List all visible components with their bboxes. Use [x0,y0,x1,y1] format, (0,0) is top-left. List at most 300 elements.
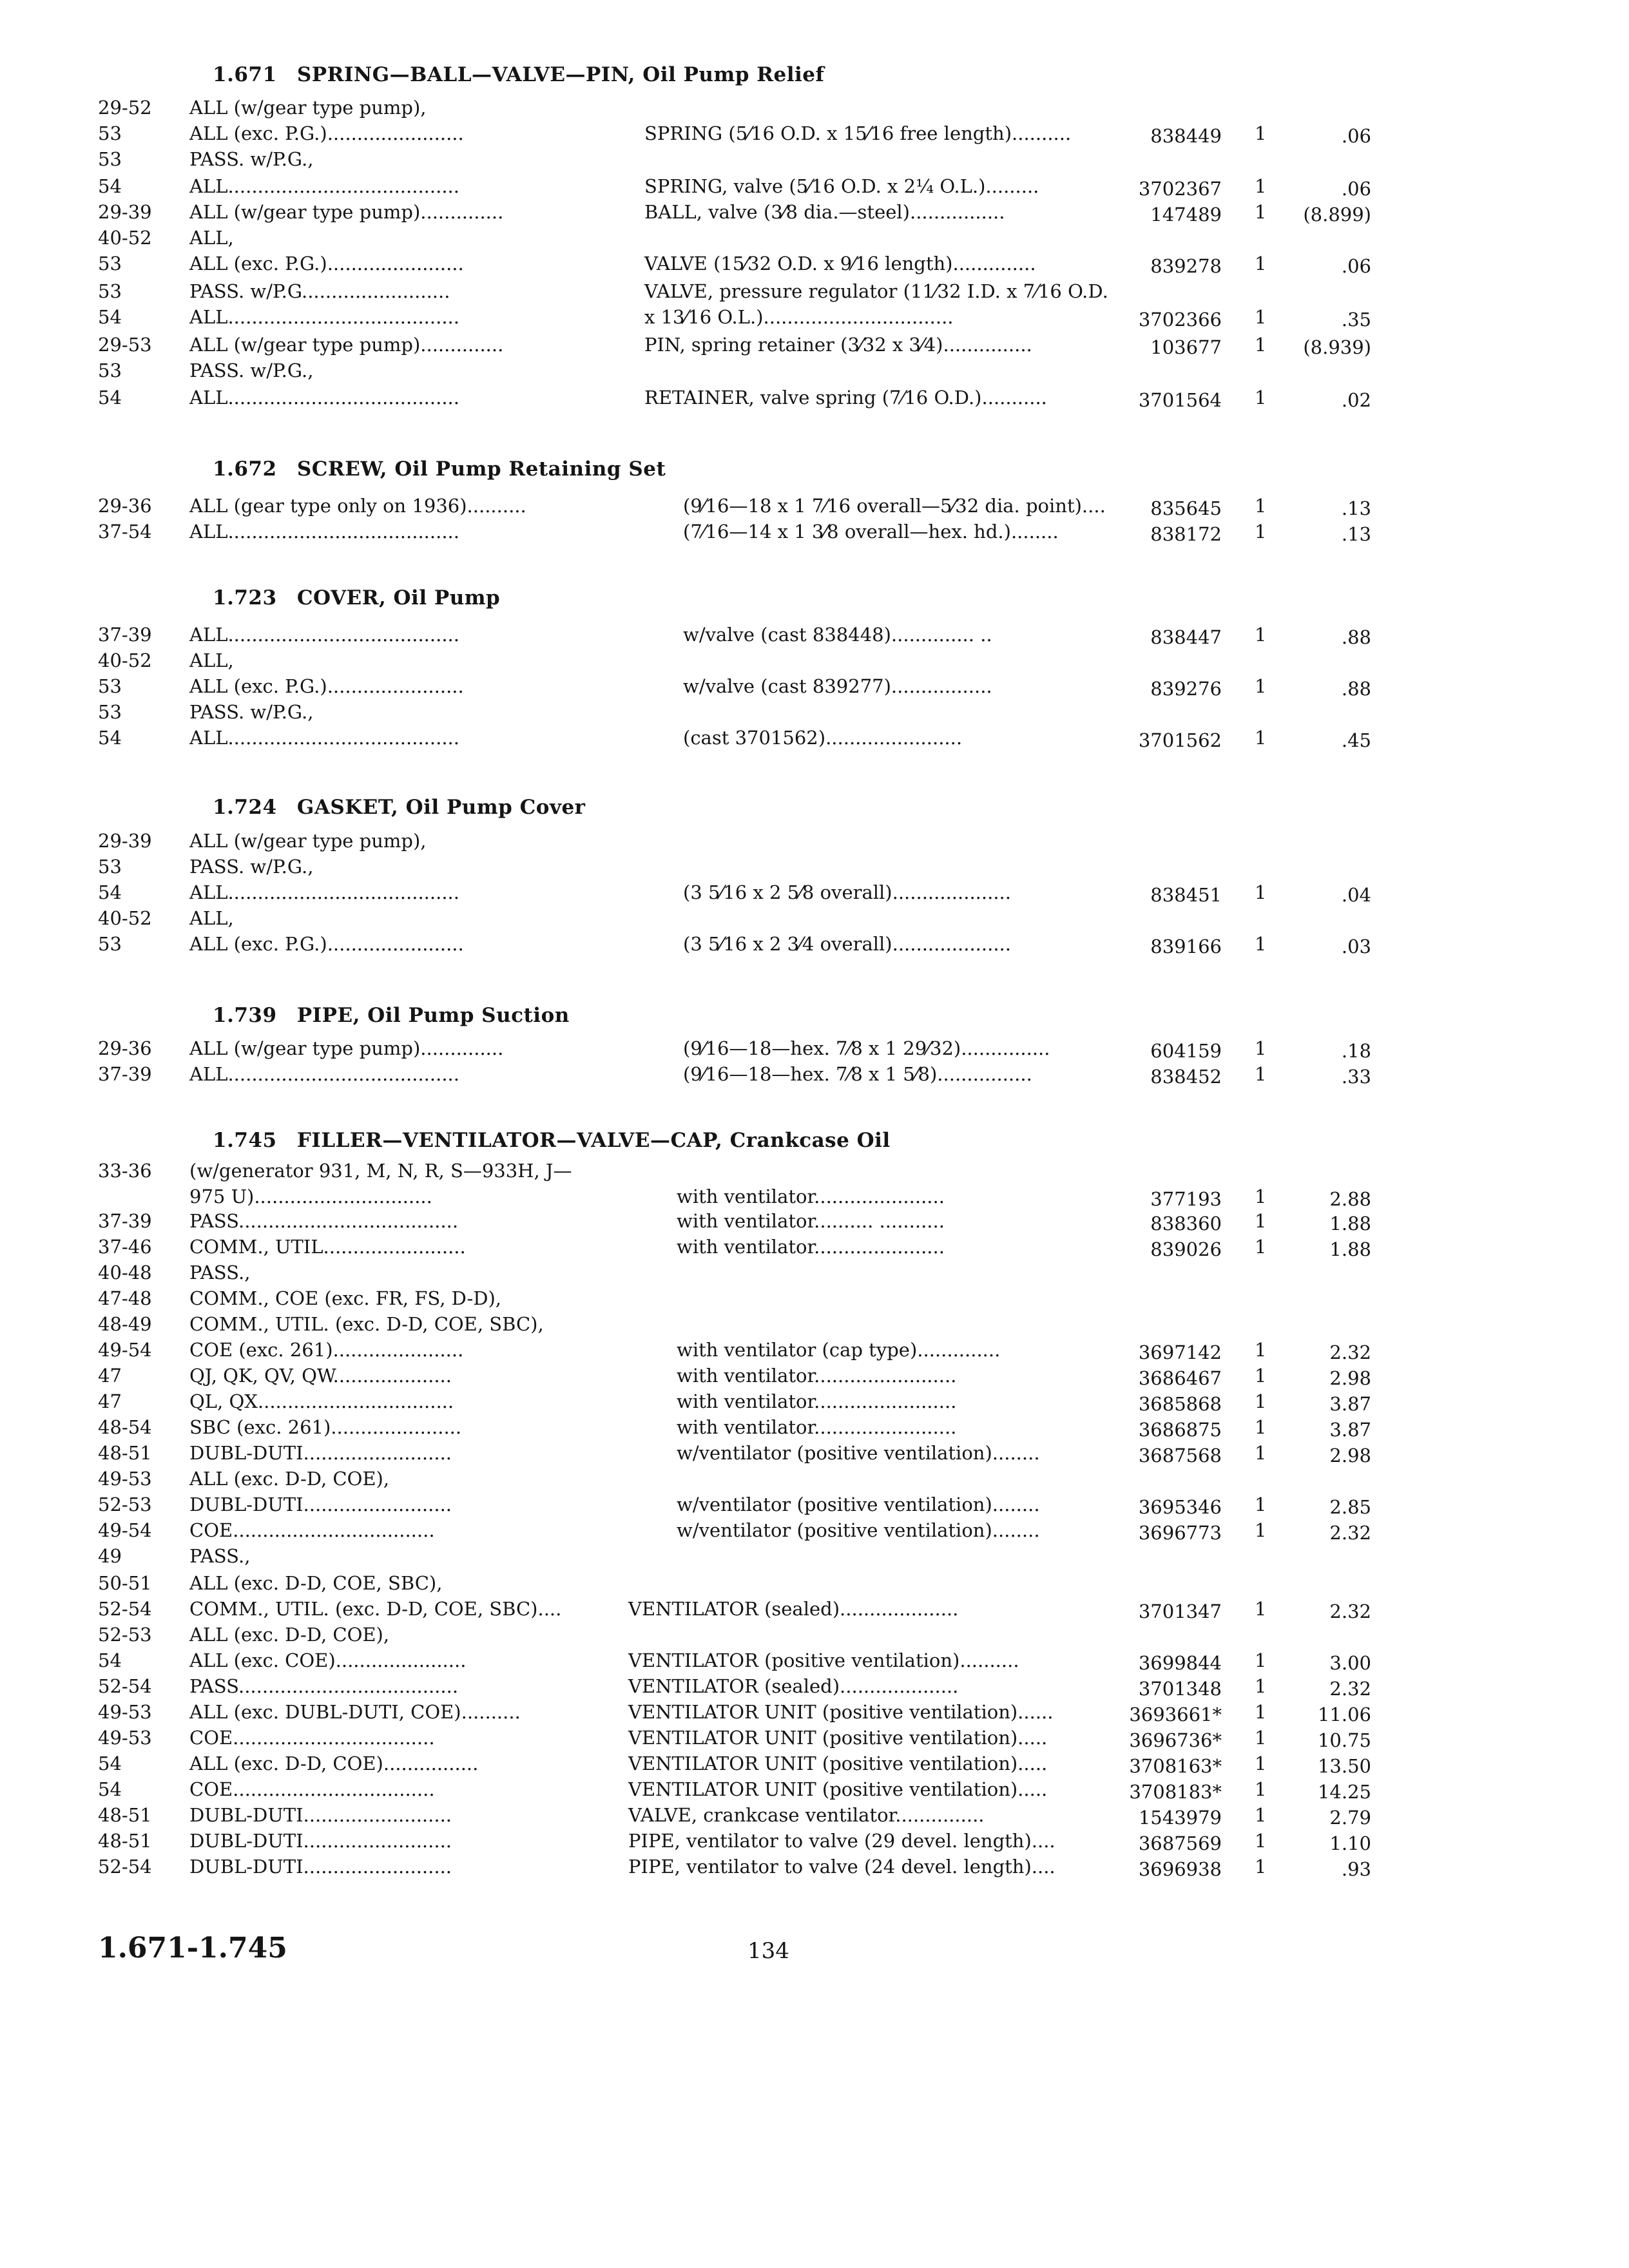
catalog-row [0,148,1629,174]
model-year: 37-39 [98,1210,152,1232]
part-number: 838447 [1150,626,1222,648]
part-number: 3701348 [1138,1678,1222,1700]
part-number: 3685868 [1138,1393,1222,1415]
model-year: 40-48 [98,1262,152,1283]
part-description: (7⁄16—14 x 1 3⁄8 overall—hex. hd.)........ [683,521,1059,543]
section-header-1-671 [213,63,824,86]
catalog-row [0,1675,1629,1701]
application: PASS., [189,1262,251,1283]
part-number: 3696773 [1138,1522,1222,1544]
part-number: 838452 [1150,1066,1222,1088]
list-price: 11.06 [1317,1704,1371,1725]
application: COMM., UTIL........................ [189,1236,466,1258]
part-number: 838172 [1150,523,1222,545]
catalog-row [0,253,1629,278]
section-title: SPRING—BALL—VALVE—PIN, [296,63,635,86]
model-year: 29-39 [98,830,152,852]
list-price: .06 [1341,178,1371,200]
catalog-row [0,856,1629,881]
catalog-row [0,227,1629,253]
application: ALL (gear type only on 1936).......... [189,495,526,517]
part-number: 835645 [1150,497,1222,519]
list-price: (8.899) [1303,204,1371,226]
application: ALL....................................... [189,624,459,646]
part-number: 3702367 [1138,178,1222,200]
model-year: 53 [98,933,122,955]
part-description: (3 5⁄16 x 2 5⁄8 overall).................... [683,881,1011,903]
model-year: 49-53 [98,1701,152,1723]
model-year: 40-52 [98,907,152,929]
section-subtitle: Oil Pump [393,586,501,610]
section-number: 1.739 [213,1004,277,1027]
part-description: VENTILATOR UNIT (positive ventilation)..... [628,1753,1048,1774]
list-price: 2.32 [1329,1678,1371,1700]
part-description: VALVE, pressure regulator (11⁄32 I.D. x 7⁄16 O.D. [644,280,1108,302]
catalog-row [0,97,1629,122]
quantity: 1 [1255,1753,1267,1774]
quantity: 1 [1255,1649,1267,1671]
part-description: with ventilator...................... [677,1186,945,1207]
list-price: 3.87 [1329,1419,1371,1441]
section-header-1-672 [213,457,666,481]
model-year: 53 [98,675,122,697]
application: ALL (exc. P.G.)....................... [189,933,464,955]
catalog-row [0,1287,1629,1313]
model-year: 40-52 [98,227,152,249]
list-price: .03 [1341,936,1371,957]
list-price: 10.75 [1317,1729,1371,1751]
part-number: 3696938 [1138,1858,1222,1880]
part-number: 838451 [1150,884,1222,906]
section-subtitle: Oil Pump Retaining Set [394,457,666,481]
list-price: 3.00 [1329,1652,1371,1674]
catalog-row [0,280,1629,306]
part-description: with ventilator........................ [677,1416,957,1438]
part-number: 3699844 [1138,1652,1222,1674]
model-year: 48-51 [98,1442,152,1464]
catalog-row [0,175,1629,201]
model-year: 49-54 [98,1519,152,1541]
model-year: 29-36 [98,1037,152,1059]
application: COMM., COE (exc. FR, FS, D-D), [189,1287,502,1309]
model-year: 54 [98,1778,122,1800]
application: DUBL-DUTI......................... [189,1442,452,1464]
quantity: 1 [1255,1804,1267,1826]
part-number: 3696736* [1129,1729,1222,1751]
quantity: 1 [1255,387,1267,408]
model-year: 53 [98,856,122,878]
model-year: 54 [98,1649,122,1671]
section-subtitle: Oil Pump Cover [405,796,586,819]
model-year: 52-53 [98,1494,152,1515]
catalog-row [0,1598,1629,1624]
application: (w/generator 931, M, N, R, S—933H, J— [189,1160,572,1182]
list-price: .06 [1341,125,1371,147]
list-price: 2.88 [1329,1188,1371,1210]
application: ALL (w/gear type pump), [189,830,427,852]
list-price: 2.98 [1329,1367,1371,1389]
part-number: 3701564 [1138,389,1222,411]
application: ALL, [189,907,234,929]
part-number: 3687569 [1138,1832,1222,1854]
part-description: (9⁄16—18 x 1 7⁄16 overall—5⁄32 dia. point).... [683,495,1106,517]
part-description: VENTILATOR (positive ventilation).......... [628,1649,1019,1671]
section-title: COVER, [296,586,387,610]
list-price: .33 [1341,1066,1371,1088]
catalog-row [0,1160,1629,1186]
catalog-row [0,1624,1629,1649]
catalog-row [0,727,1629,753]
quantity: 1 [1255,1063,1267,1085]
catalog-row [0,1830,1629,1856]
application: COE.................................. [189,1519,435,1541]
part-number: 604159 [1150,1040,1222,1062]
part-description: w/valve (cast 838448).............. .. [683,624,992,646]
section-subtitle: Oil Pump Suction [367,1004,570,1027]
quantity: 1 [1255,1598,1267,1620]
application: ALL (w/gear type pump).............. [189,1037,504,1059]
application: QJ, QK, QV, QW.................... [189,1365,452,1387]
catalog-row [0,1494,1629,1519]
list-price: .02 [1341,389,1371,411]
catalog-row [0,201,1629,227]
catalog-row [0,1339,1629,1365]
application: ALL....................................... [189,1063,459,1085]
page-number: 134 [747,1938,789,1964]
part-number: 838449 [1150,125,1222,147]
catalog-row [0,306,1629,332]
list-price: .35 [1341,309,1371,331]
list-price: .06 [1341,255,1371,277]
model-year: 37-39 [98,1063,152,1085]
model-year: 53 [98,122,122,144]
list-price: .88 [1341,678,1371,700]
application: COE.................................. [189,1778,435,1800]
catalog-row [0,1572,1629,1598]
list-price: 1.88 [1329,1213,1371,1235]
part-description: with ventilator (cap type).............. [677,1339,1001,1361]
catalog-row [0,1649,1629,1675]
application: ALL (w/gear type pump).............. [189,334,504,356]
catalog-row [0,1390,1629,1416]
application: PASS. w/P.G., [189,856,314,878]
catalog-row [0,334,1629,360]
list-price: 2.32 [1329,1600,1371,1622]
group-range: 1.671-1.745 [98,1932,287,1965]
part-number: 3708163* [1129,1755,1222,1777]
part-number: 839026 [1150,1238,1222,1260]
application: ALL, [189,649,234,671]
model-year: 49-53 [98,1468,152,1490]
model-year: 54 [98,881,122,903]
section-title: FILLER—VENTILATOR—VALVE—CAP, [296,1129,723,1152]
application: COE.................................. [189,1727,435,1749]
catalog-row [0,624,1629,649]
application: ALL (exc. P.G.)....................... [189,253,464,274]
quantity: 1 [1255,122,1267,144]
part-description: (9⁄16—18—hex. 7⁄8 x 1 29⁄32)............... [683,1037,1050,1059]
section-subtitle: Oil Pump Relief [642,63,825,86]
part-description: VENTILATOR UNIT (positive ventilation)..... [628,1778,1048,1800]
model-year: 54 [98,727,122,749]
catalog-row [0,521,1629,546]
part-number: 3693661* [1129,1704,1222,1725]
quantity: 1 [1255,1856,1267,1878]
quantity: 1 [1255,1830,1267,1852]
list-price: 2.79 [1329,1807,1371,1829]
application: COMM., UTIL. (exc. D-D, COE, SBC).... [189,1598,562,1620]
application: ALL (exc. P.G.)....................... [189,675,464,697]
model-year: 53 [98,148,122,170]
application: SBC (exc. 261)...................... [189,1416,462,1438]
catalog-row [0,1313,1629,1339]
part-number: 838360 [1150,1213,1222,1235]
quantity: 1 [1255,1778,1267,1800]
model-year: 37-39 [98,624,152,646]
quantity: 1 [1255,306,1267,328]
model-year: 29-39 [98,201,152,223]
section-number: 1.672 [213,457,277,481]
catalog-row [0,830,1629,856]
application: ALL (exc. D-D, COE)................ [189,1753,479,1774]
catalog-row [0,1365,1629,1390]
application: ALL (w/gear type pump).............. [189,201,504,223]
model-year: 52-54 [98,1598,152,1620]
part-number: 3686467 [1138,1367,1222,1389]
quantity: 1 [1255,1442,1267,1464]
application: DUBL-DUTI......................... [189,1830,452,1852]
part-number: 103677 [1150,336,1222,358]
model-year: 37-46 [98,1236,152,1258]
part-number: 3702366 [1138,309,1222,331]
list-price: .93 [1341,1858,1371,1880]
quantity: 1 [1255,175,1267,197]
quantity: 1 [1255,1416,1267,1438]
part-number: 839166 [1150,936,1222,957]
quantity: 1 [1255,495,1267,517]
model-year: 49 [98,1545,122,1567]
catalog-row [0,675,1629,701]
catalog-row [0,1442,1629,1468]
part-description: x 13⁄16 O.L.)................................ [644,306,954,328]
quantity: 1 [1255,624,1267,646]
quantity: 1 [1255,521,1267,543]
model-year: 53 [98,280,122,302]
application: DUBL-DUTI......................... [189,1494,452,1515]
catalog-row [0,1186,1629,1211]
application: COE (exc. 261)...................... [189,1339,464,1361]
catalog-row [0,907,1629,933]
quantity: 1 [1255,1727,1267,1749]
part-description: VENTILATOR UNIT (positive ventilation)...... [628,1701,1054,1723]
model-year: 40-52 [98,649,152,671]
catalog-row [0,1753,1629,1778]
part-description: RETAINER, valve spring (7⁄16 O.D.)........... [644,387,1047,408]
list-price: 13.50 [1317,1755,1371,1777]
part-description: (cast 3701562)....................... [683,727,963,749]
application: ALL (exc. DUBL-DUTI, COE).......... [189,1701,521,1723]
catalog-row [0,701,1629,727]
model-year: 53 [98,701,122,723]
list-price: 14.25 [1317,1781,1371,1803]
section-header-1-724 [213,796,586,819]
quantity: 1 [1255,727,1267,749]
quantity: 1 [1255,1675,1267,1697]
application: ALL (exc. D-D, COE, SBC), [189,1572,443,1594]
part-number: 3708183* [1129,1781,1222,1803]
model-year: 29-53 [98,334,152,356]
application: ALL (w/gear type pump), [189,97,427,119]
catalog-row [0,1210,1629,1236]
model-year: 54 [98,306,122,328]
application: QL, QX................................. [189,1390,454,1412]
quantity: 1 [1255,1186,1267,1207]
application: ALL, [189,227,234,249]
model-year: 54 [98,387,122,408]
part-number: 3695346 [1138,1496,1222,1518]
catalog-row [0,1701,1629,1727]
part-number: 839278 [1150,255,1222,277]
part-number: 147489 [1150,204,1222,226]
quantity: 1 [1255,201,1267,223]
section-subtitle: Crankcase Oil [729,1129,891,1152]
catalog-row [0,387,1629,412]
quantity: 1 [1255,881,1267,903]
catalog-row [0,881,1629,907]
part-description: w/valve (cast 839277)................. [683,675,992,697]
application: ALL (exc. D-D, COE), [189,1624,390,1646]
application: DUBL-DUTI......................... [189,1856,452,1878]
part-description: w/ventilator (positive ventilation)........ [677,1494,1040,1515]
model-year: 33-36 [98,1160,152,1182]
model-year: 48-51 [98,1804,152,1826]
list-price: .45 [1341,729,1371,751]
section-title: PIPE, [296,1004,360,1027]
quantity: 1 [1255,1037,1267,1059]
catalog-row [0,1236,1629,1262]
part-description: PIN, spring retainer (3⁄32 x 3⁄4)............... [644,334,1032,356]
list-price: .13 [1341,523,1371,545]
part-number: 3697142 [1138,1341,1222,1363]
model-year: 48-51 [98,1830,152,1852]
catalog-row [0,1468,1629,1494]
model-year: 48-54 [98,1416,152,1438]
part-description: with ventilator........................ [677,1390,957,1412]
quantity: 1 [1255,1390,1267,1412]
section-number: 1.671 [213,63,277,86]
application: ALL....................................... [189,881,459,903]
application: DUBL-DUTI......................... [189,1804,452,1826]
catalog-row [0,1727,1629,1753]
catalog-row [0,933,1629,959]
application: ALL....................................... [189,727,459,749]
section-number: 1.723 [213,586,277,610]
application: PASS. w/P.G......................... [189,280,450,302]
part-description: VALVE (15⁄32 O.D. x 9⁄16 length).............. [644,253,1036,274]
application: ALL (exc. D-D, COE), [189,1468,390,1490]
catalog-row [0,1778,1629,1804]
list-price: (8.939) [1303,336,1371,358]
application: ALL....................................... [189,306,459,328]
part-description: with ventilator........................ [677,1365,957,1387]
catalog-row [0,495,1629,521]
application: 975 U).............................. [189,1186,432,1207]
quantity: 1 [1255,253,1267,274]
catalog-row [0,1063,1629,1089]
application: ALL (exc. COE)...................... [189,1649,467,1671]
part-number: 1543979 [1138,1807,1222,1829]
application: PASS. w/P.G., [189,701,314,723]
quantity: 1 [1255,1339,1267,1361]
part-description: (3 5⁄16 x 2 3⁄4 overall).................... [683,933,1011,955]
part-number: 3687568 [1138,1445,1222,1466]
part-description: w/ventilator (positive ventilation)........ [677,1519,1040,1541]
application: ALL (exc. P.G.)....................... [189,122,464,144]
part-description: VENTILATOR (sealed).................... [628,1598,959,1620]
list-price: 2.98 [1329,1445,1371,1466]
section-header-1-739 [213,1004,570,1027]
model-year: 47 [98,1390,122,1412]
list-price: .88 [1341,626,1371,648]
catalog-row [0,1262,1629,1287]
section-title: SCREW, [296,457,388,481]
model-year: 48-49 [98,1313,152,1335]
model-year: 52-54 [98,1856,152,1878]
quantity: 1 [1255,334,1267,356]
model-year: 53 [98,360,122,381]
part-description: BALL, valve (3⁄8 dia.—steel)................ [644,201,1005,223]
catalog-row [0,1804,1629,1830]
catalog-row [0,360,1629,385]
model-year: 52-53 [98,1624,152,1646]
quantity: 1 [1255,1494,1267,1515]
list-price: 1.10 [1329,1832,1371,1854]
model-year: 54 [98,1753,122,1774]
model-year: 29-52 [98,97,152,119]
application: PASS. w/P.G., [189,360,314,381]
list-price: 2.85 [1329,1496,1371,1518]
application: COMM., UTIL. (exc. D-D, COE, SBC), [189,1313,544,1335]
quantity: 1 [1255,675,1267,697]
part-number: 3701347 [1138,1600,1222,1622]
part-description: VENTILATOR (sealed).................... [628,1675,959,1697]
quantity: 1 [1255,1701,1267,1723]
catalog-row [0,1856,1629,1881]
application: PASS. w/P.G., [189,148,314,170]
model-year: 50-51 [98,1572,152,1594]
quantity: 1 [1255,1365,1267,1387]
part-number: 377193 [1150,1188,1222,1210]
list-price: 1.88 [1329,1238,1371,1260]
part-description: PIPE, ventilator to valve (29 devel. length).... [628,1830,1055,1852]
part-description: w/ventilator (positive ventilation)........ [677,1442,1040,1464]
section-number: 1.745 [213,1129,277,1152]
catalog-row [0,1416,1629,1442]
application: ALL....................................... [189,521,459,543]
list-price: 2.32 [1329,1341,1371,1363]
application: PASS., [189,1545,251,1567]
part-description: with ventilator...................... [677,1236,945,1258]
catalog-row [0,1545,1629,1571]
part-number: 839276 [1150,678,1222,700]
part-number: 3701562 [1138,729,1222,751]
model-year: 52-54 [98,1675,152,1697]
list-price: .13 [1341,497,1371,519]
part-description: (9⁄16—18—hex. 7⁄8 x 1 5⁄8)................ [683,1063,1032,1085]
model-year: 47 [98,1365,122,1387]
model-year: 49-53 [98,1727,152,1749]
application: ALL....................................... [189,387,459,408]
